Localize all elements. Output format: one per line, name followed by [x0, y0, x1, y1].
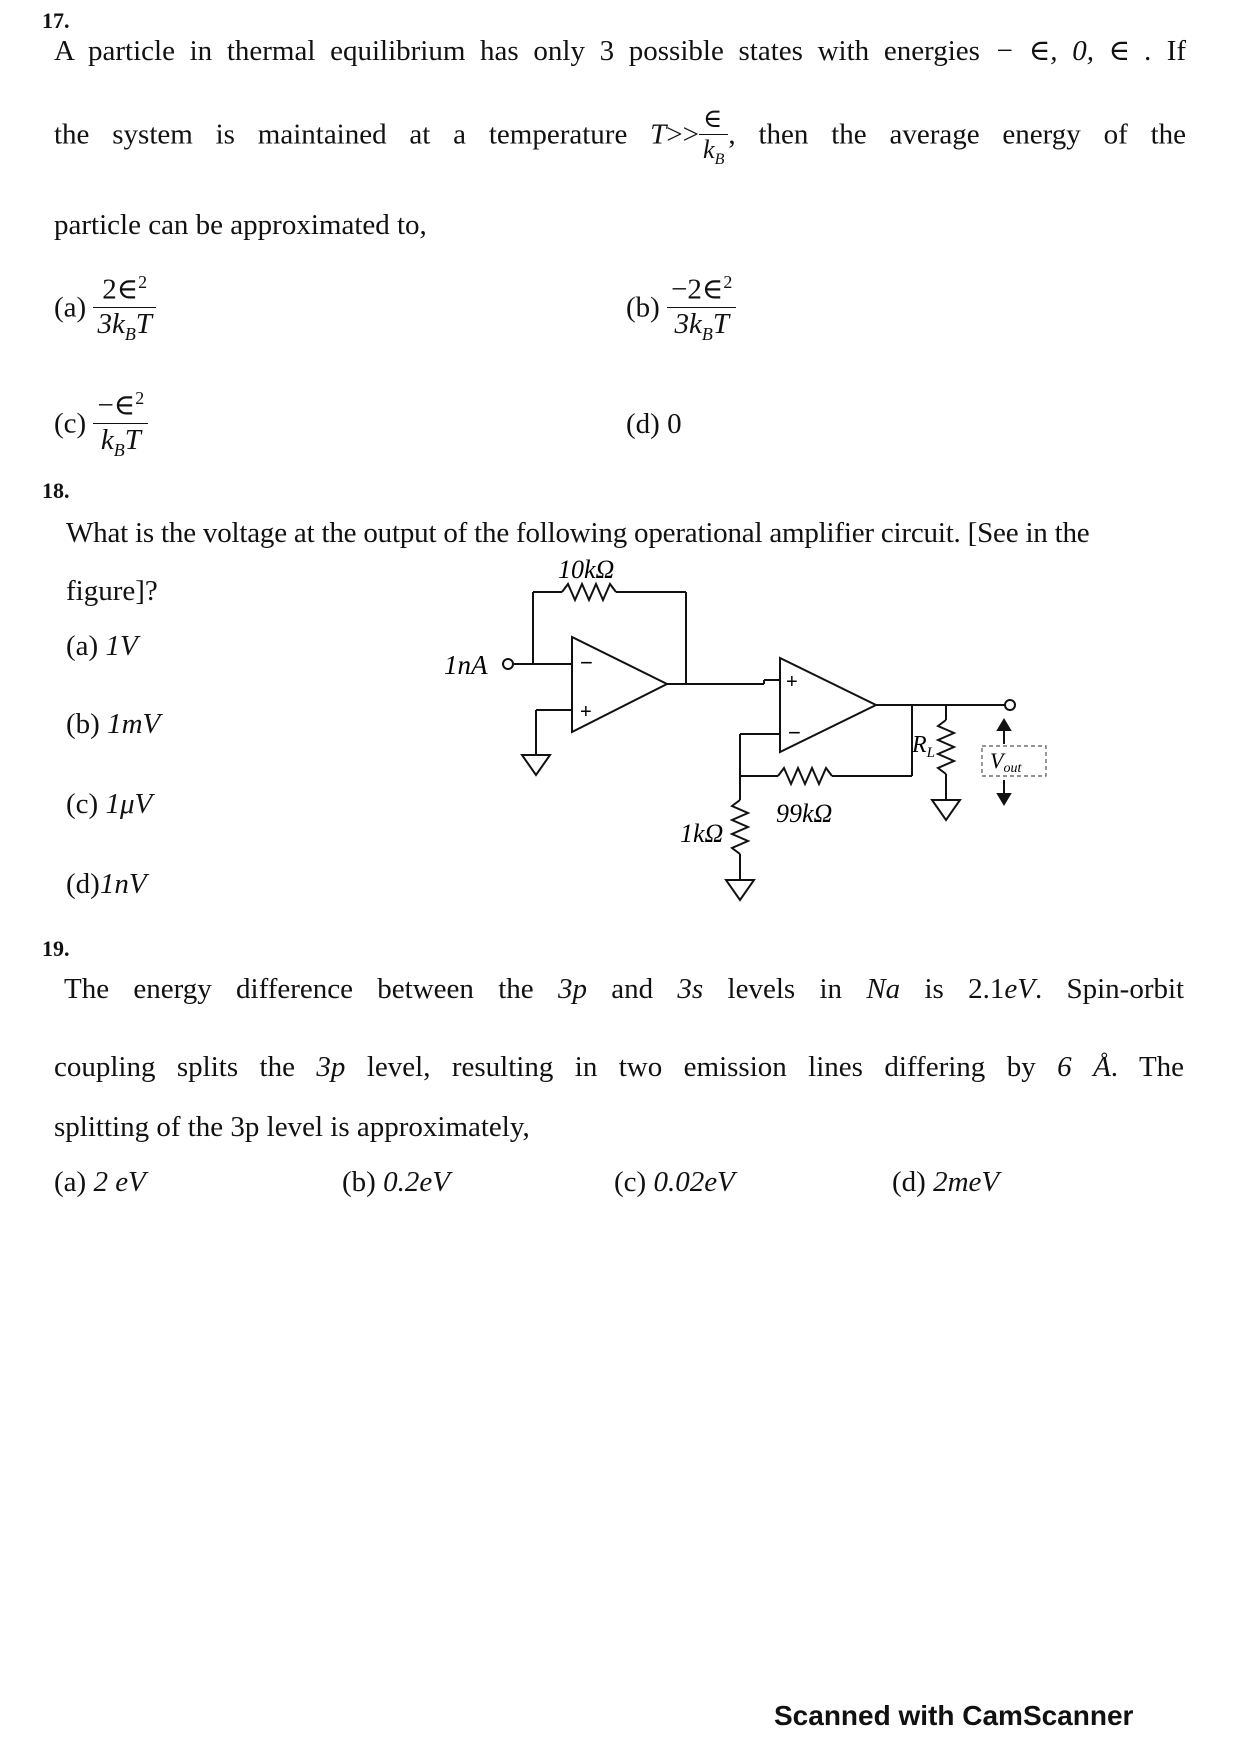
q18-number: 18.	[42, 478, 70, 503]
q17-option-a-numerator: 2∈	[102, 273, 139, 306]
q17-much-greater: >>	[666, 118, 700, 151]
q19-line-1	[64, 972, 1184, 1007]
op-amp-2-plus: +	[786, 671, 798, 693]
q17-option-b-label: (b)	[626, 291, 660, 324]
q18-option-c-value: 1μV	[105, 788, 153, 820]
resistor-load	[938, 720, 954, 774]
q19-option-b[interactable]	[342, 1166, 450, 1199]
label-1na: 1nA	[444, 650, 488, 680]
q17-temperature-symbol: T	[650, 118, 667, 151]
q17-condition-denominator: k	[703, 134, 715, 164]
q19-option-b-label: (b)	[342, 1166, 376, 1198]
q19-line-3: splitting of the 3p level is approximately,	[54, 1111, 530, 1143]
q17-option-c-denominator: k	[100, 424, 114, 456]
q17-line-2-end: , then the average energy of the	[728, 118, 1187, 151]
resistor-1k	[732, 800, 748, 854]
q18-option-a-label: (a)	[66, 630, 99, 662]
q19-3s: 3s	[677, 973, 704, 1005]
vout-arrow-up	[998, 720, 1010, 730]
q17-option-c-denominator-sub: B	[113, 439, 125, 460]
q19-option-d[interactable]	[892, 1166, 999, 1199]
q17-option-a-numerator-sup: 2	[138, 272, 148, 292]
q18-line-2: figure]?	[66, 575, 158, 607]
q18-option-c-label: (c)	[66, 788, 99, 820]
q19-line-1-end: . Spin-orbit	[1034, 973, 1185, 1005]
q19-option-d-label: (d)	[892, 1166, 926, 1198]
q19-3p-2: 3p	[316, 1051, 346, 1083]
label-1k: 1kΩ	[680, 819, 724, 848]
q17-option-a-denominator-T: T	[135, 308, 152, 340]
q17-option-a-label: (a)	[54, 291, 87, 324]
ground-1	[522, 755, 550, 775]
q18-option-b-value: 1mV	[107, 708, 161, 740]
q17-line-3: particle can be approximated to,	[54, 209, 427, 241]
q17-line-2-text: the system is maintained at a temperature	[54, 118, 628, 151]
label-rl: $R_L$	[912, 732, 936, 761]
q17-option-d-label: (d)	[626, 408, 660, 440]
output-terminal	[1005, 700, 1015, 710]
q19-option-a[interactable]	[54, 1166, 146, 1199]
q17-option-a-denominator-sub: B	[124, 323, 136, 344]
q19-line-2-text: coupling splits the	[54, 1051, 295, 1083]
q17-option-a-denominator: 3k	[97, 308, 125, 340]
q19-option-d-value: 2meV	[933, 1166, 1000, 1198]
q19-wavelength-diff: 6 Å	[1057, 1051, 1111, 1083]
q17-condition-numerator: ∈	[699, 104, 728, 135]
op-amp-1-plus: +	[580, 701, 592, 723]
q19-ev-unit: eV	[1004, 973, 1035, 1005]
q19-is-value: is 2.1	[924, 973, 1005, 1005]
q17-option-b-denominator: 3k	[674, 308, 702, 340]
q18-option-a-value: 1V	[105, 630, 138, 662]
q17-line-1-end: If	[1166, 35, 1187, 67]
q19-option-b-value: 0.2eV	[383, 1166, 450, 1198]
q19-option-a-value: 2 eV	[93, 1166, 146, 1198]
q17-option-b-numerator-sup: 2	[723, 272, 733, 292]
resistor-10k	[562, 584, 616, 600]
ground-3	[932, 800, 960, 820]
q19-line-1-text: The energy difference between the	[64, 973, 534, 1005]
q19-number: 19.	[42, 936, 70, 961]
q17-number: 17.	[42, 8, 70, 33]
q17-option-c-label: (c)	[54, 407, 87, 440]
label-vout: Vout	[990, 748, 1022, 776]
q19-line-2	[54, 1050, 1184, 1085]
q19-3p: 3p	[557, 973, 587, 1005]
op-amp-1-minus: −	[580, 650, 593, 675]
label-99k: 99kΩ	[776, 799, 833, 828]
q17-option-d-value: 0	[667, 408, 682, 440]
q18-option-d-label: (d)	[66, 868, 100, 900]
q18-line-1: What is the voltage at the output of the following operational amplifier circuit. [See in the	[66, 517, 1090, 549]
q17-option-b-denominator-T: T	[712, 308, 729, 340]
vout-arrow-down	[998, 794, 1010, 804]
label-10k: 10kΩ	[558, 555, 615, 584]
q19-option-c[interactable]	[614, 1166, 735, 1199]
q19-levels-in: levels in	[727, 973, 843, 1005]
q17-condition-denominator-sub: B	[714, 151, 725, 169]
camscanner-watermark: Scanned with CamScanner	[774, 1700, 1134, 1731]
q19-option-c-value: 0.02eV	[653, 1166, 735, 1198]
q17-option-b-denominator-sub: B	[701, 323, 713, 344]
q18-option-b-label: (b)	[66, 708, 100, 740]
q19-and: and	[611, 973, 654, 1005]
ground-2	[726, 880, 754, 900]
q19-option-a-label: (a)	[54, 1166, 87, 1198]
q17-line-1-text: A particle in thermal equilibrium has only 3 possible states with energies	[54, 35, 980, 67]
resistor-99k	[778, 768, 832, 784]
q17-option-c-denominator-T: T	[124, 424, 141, 456]
op-amp-2-minus: −	[788, 720, 801, 745]
q19-line-2-end: . The	[1110, 1051, 1185, 1083]
q17-option-c-numerator: −∈	[97, 389, 136, 422]
q17-option-c-numerator-sup: 2	[135, 388, 145, 408]
q17-option-b-numerator: −2∈	[671, 273, 724, 306]
q19-na: Na	[866, 973, 901, 1005]
input-terminal	[503, 659, 513, 669]
q17-energies: − ∈, 0, ∈ .	[994, 35, 1153, 67]
q18-option-d-value: 1nV	[99, 868, 147, 900]
q19-line-2-middle: level, resulting in two emission lines differing by	[366, 1051, 1036, 1083]
q19-option-c-label: (c)	[614, 1166, 647, 1198]
